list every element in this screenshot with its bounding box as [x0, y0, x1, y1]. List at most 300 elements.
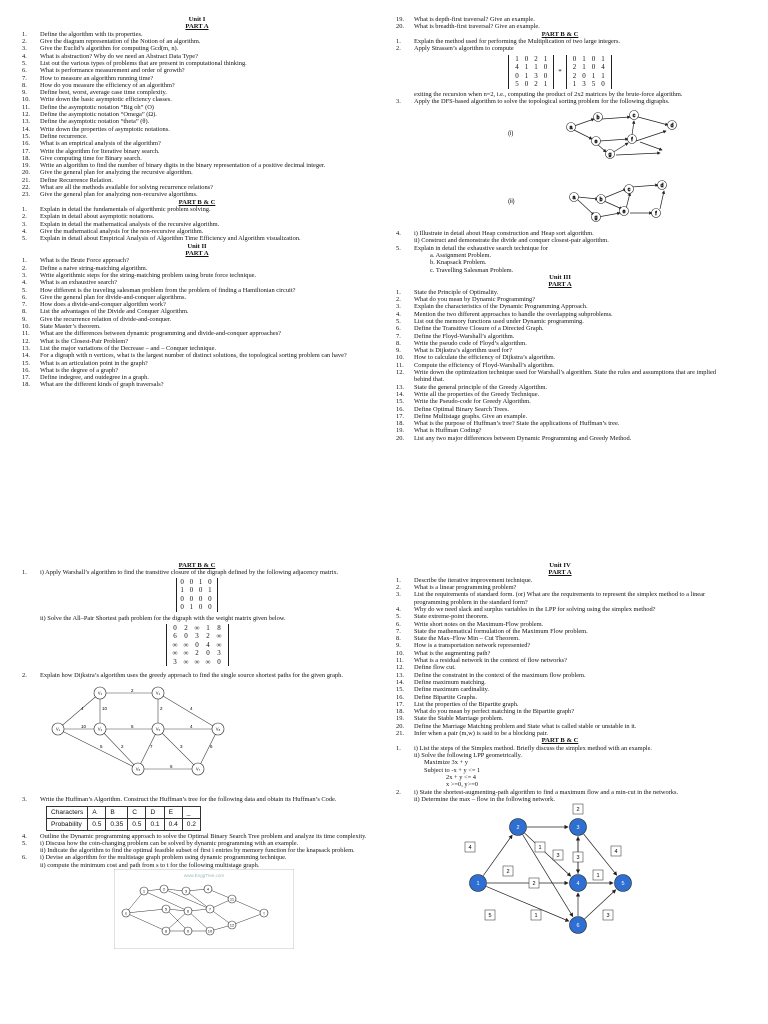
- edge-weight: 6: [210, 744, 213, 750]
- graph-node-label: 7: [208, 906, 212, 912]
- matrix-cell: 3: [173, 657, 177, 666]
- edge-weight: 5: [100, 744, 103, 750]
- matrix-cell: 0: [524, 54, 529, 63]
- unit2-partbc-heading: PART B & C: [541, 30, 579, 38]
- graph-node-label: V₆: [135, 766, 141, 772]
- list-item: 9. What is Dijkstra’s algorithm used for?: [396, 347, 512, 355]
- graph-node-label: a: [572, 194, 576, 201]
- matrix-cell: 0: [515, 71, 519, 80]
- matrix-cell: 4: [601, 63, 605, 72]
- list-item: 15. Define recurrence.: [22, 132, 88, 140]
- matrix-cell: 0: [601, 80, 605, 89]
- list-item: 17. List the properties of the Bipartite graph.: [396, 700, 519, 708]
- list-item: 13. Define the asymptotic notation “theta” (θ).: [22, 118, 150, 126]
- list-item: 2. i) State the shortest-augmenting-path algorithm to find a maximum flow and a min-cut in the networks.: [396, 788, 679, 796]
- flow-node-label: 1: [476, 881, 480, 888]
- page-3: [0, 512, 384, 1024]
- matrix-cell: 1: [534, 63, 538, 72]
- unit1-partbc-list: [22, 206, 372, 242]
- matrix-cell: 5: [591, 80, 596, 89]
- list-item: 19. What is Huffman Coding?: [396, 427, 482, 435]
- matrix-cell: 0: [543, 71, 548, 80]
- lpp-formulation: [396, 759, 724, 788]
- list-item: 18. What is the purpose of Huffman’s tree? State the applications of Huffman’s tree.: [396, 420, 620, 428]
- list-item: 19. What is depth-first traversal? Give an example.: [396, 16, 535, 23]
- list-item: 8. List the advantages of the Divide and Conquer Algorithm.: [22, 308, 189, 316]
- list-item: 9. Give the recurrence relation of divide-and-conquer.: [22, 315, 172, 323]
- list-item: 5. List out the various types of problems that are present in computational thinking.: [22, 60, 247, 67]
- graph-node-label: V₈: [215, 726, 221, 732]
- flow-edge: [523, 835, 573, 920]
- flow-node-label: 2: [516, 825, 520, 832]
- matrix-cell: 4: [206, 640, 210, 649]
- graph-node-label: 10: [207, 928, 213, 934]
- graph-node-label: d: [660, 182, 664, 189]
- list-item: 20. What is breadth-first traversal? Give an example.: [396, 23, 540, 31]
- capacity-label: 2: [506, 869, 510, 876]
- matrix-cell: 1: [582, 54, 586, 63]
- matrix-cell: 1: [601, 54, 605, 63]
- list-item: 16. Define Optimal Binary Search Trees.: [396, 405, 509, 413]
- list-item: 15. Define maximum cardinality.: [396, 686, 490, 694]
- matrix-cell: 1: [543, 80, 548, 89]
- list-item: 10. State Master’s theorem.: [22, 323, 101, 331]
- capacity-label: 3: [576, 855, 580, 862]
- matrix-cell: 4: [515, 63, 519, 72]
- graph-node-label: 5: [164, 906, 168, 912]
- list-item: 22. What are all the methods available for solving recurrence relations?: [22, 184, 214, 192]
- table-cell: C: [128, 806, 146, 818]
- table-cell: 0.5: [88, 818, 106, 830]
- flow-network: [448, 803, 648, 935]
- matrix-cell: 0: [173, 623, 177, 632]
- list-item: 11. What is a residual network in the context of flow networks?: [396, 657, 567, 665]
- list-item: 3. Explain in detail the mathematical analysis of the recursive algorithm.: [22, 220, 220, 228]
- list-item: 2. Define a naive string-matching algorithm.: [22, 264, 148, 272]
- unit3-partbc-list-2: [22, 672, 372, 679]
- list-item: 7. How to measure an algorithm running time?: [22, 74, 154, 82]
- list-item: 1. State the Principle of Optimality.: [396, 288, 499, 296]
- lpp-line: Subject to -x + y <= 1: [424, 766, 481, 774]
- capacity-label: 5: [488, 913, 492, 920]
- table-cell: B: [106, 806, 128, 818]
- list-item: 10. What is the augmenting path?: [396, 649, 491, 657]
- list-item: 4. Give the mathematical analysis for the non-recursive algorithm.: [22, 227, 204, 235]
- edge-weight: 2: [121, 744, 124, 750]
- list-item: 4. What is an exhaustive search?: [22, 279, 118, 287]
- list-item: 23. Give the general plan for analyzing non-recursive algorithms.: [22, 191, 198, 199]
- flow-edge: [486, 887, 568, 922]
- list-item: 20. List any two major differences between Dynamic Programming and Greedy Method.: [396, 434, 632, 442]
- graph-node-label: V₂: [97, 690, 103, 696]
- list-item: c. Travelling Salesman Problem.: [430, 266, 514, 274]
- matrix-cell: 0: [217, 657, 221, 666]
- graph-node-label: V₄: [155, 690, 161, 696]
- graph-node-label: 12: [229, 922, 235, 928]
- graph-node-label: t: [263, 910, 265, 916]
- graph-node-label: b: [599, 196, 603, 203]
- multistage-graph: [114, 869, 294, 949]
- graph-node-label: 1: [142, 888, 146, 894]
- list-item: 3. Explain the characteristics of the Dynamic Programming Approach.: [396, 303, 588, 311]
- edge-weight: 6: [170, 764, 173, 770]
- dijkstra-graph: [38, 679, 238, 791]
- matrix-cell: ∞: [183, 649, 189, 657]
- page-1: [0, 0, 384, 512]
- graph-node-label: f: [655, 210, 657, 217]
- list-item: 13. List the major variations of the Decrease – and – Conquer technique.: [22, 344, 217, 352]
- list-item: 7. How does a divide-and-conquer algorithm work?: [22, 301, 166, 309]
- list-item: 6. What is performance measurement and order of growth?: [22, 67, 185, 75]
- list-item: 5. Explain in detail about Empirical Analysis of Algorithm Time Efficiency and Algorithm visualization.: [22, 235, 301, 243]
- matrix-cell: 0: [591, 54, 596, 63]
- matrix-cell: 0: [184, 632, 188, 640]
- list-item: 2. Apply Strassen’s algorithm to compute: [396, 45, 514, 53]
- graph-node-label: s: [125, 910, 127, 916]
- flow-node-label: 3: [576, 825, 580, 832]
- matrix-cell: ∞: [183, 640, 189, 649]
- graph-node-label: a: [569, 124, 573, 131]
- list-item: 2. Give the diagram representation of the Notion of an algorithm.: [22, 38, 201, 46]
- unit1-parta-heading: PART A: [185, 23, 209, 31]
- lpp-line: x >=0, y>=0: [446, 781, 478, 789]
- edge-weight: 10: [81, 724, 87, 730]
- digraph-label-ii: (ii): [508, 199, 515, 206]
- table-cell: Characters: [47, 806, 88, 818]
- list-item: 12. Write down the optimization technique used for Warshall’s algorithm. State the rules and assumptions that are implied behind that.: [396, 369, 717, 384]
- graph-node-label: 6: [186, 908, 190, 914]
- list-item: 14. For a digraph with n vertices, what is the largest number of distinct solutions, the topological sorting problem can have?: [22, 352, 347, 360]
- list-item: 6. Define the Transitive Closure of a Directed Graph.: [396, 325, 544, 333]
- list-item: 3. Apply the DFS-based algorithm to solve the topological sorting problem for the following digraphs.: [396, 97, 670, 105]
- list-item: 18. Give computing time for Binary search.: [22, 154, 142, 162]
- graph-edge: [198, 729, 218, 769]
- adjacency-matrix: [22, 578, 372, 615]
- matrix-cell: 2: [534, 54, 538, 63]
- list-item: 15. Write the Pseudo-code for Greedy Algorithm.: [396, 398, 531, 406]
- graph-node-label: d: [670, 122, 674, 129]
- edge-weight: 4: [190, 706, 193, 712]
- list-item: 7. State the mathematical formulation of the Maximum Flow problem.: [396, 627, 588, 635]
- watermark: www.EnggTree.com: [184, 873, 225, 879]
- table-cell: 0.5: [128, 818, 146, 830]
- list-item: 5. Explain in detail the exhaustive search technique for: [396, 244, 548, 252]
- list-item: 3. Write the Huffman’s Algorithm. Construct the Huffman’s tree for the following data and obtain its Huffman’s Code.: [22, 796, 337, 804]
- matrix-cell: 2: [572, 71, 577, 80]
- edge-weight: 10: [102, 706, 108, 712]
- unit2-title: Unit II: [187, 242, 207, 250]
- unit3-partbc-list-6: [22, 854, 372, 861]
- unit4-parta-list: [396, 577, 724, 738]
- unit4-partbc-heading: PART B & C: [541, 737, 579, 745]
- graph-node-label: 8: [164, 928, 168, 934]
- dfs-digraphs: [396, 105, 726, 225]
- list-item: 8. State the Max–Flow Min – Cut Theorem.: [396, 635, 520, 643]
- matrix-row: 0 0 1 0: [180, 577, 214, 586]
- list-item: b. Knapsack Problem.: [430, 259, 487, 267]
- matrix-cell: 1: [572, 80, 577, 89]
- list-item: 6. Give the general plan for divide-and-conquer algorithms.: [22, 293, 187, 301]
- unit3-partbc-list-3: [22, 796, 372, 803]
- unit3-partbc-list-4: [22, 833, 372, 848]
- list-item: 4. Outline the Dynamic programming approach to solve the Optimal Binary Search Tree problem and analyze its time complexity.: [22, 832, 367, 840]
- list-item: 10. Write down the basic asymptotic efficiency classes.: [22, 96, 172, 104]
- list-item: 12. Define flow cut.: [396, 664, 456, 672]
- matrix-cell: 2: [534, 80, 538, 89]
- table-cell: D: [146, 806, 164, 818]
- list-item: 20. Give the general plan for analyzing the recursive algorithm.: [22, 169, 193, 177]
- unit2-partbc-list-5: [396, 245, 724, 252]
- list-item: 12. Define the asymptotic notation “Omega” (Ω).: [22, 111, 157, 119]
- capacity-label: 1: [596, 873, 600, 880]
- graph-node-label: c: [627, 186, 631, 193]
- matrix-cell: 0: [524, 80, 529, 89]
- matrix-cell: 0: [572, 54, 577, 63]
- unit2-parta-heading: PART A: [185, 249, 209, 257]
- unit4-partbc-list-1: [396, 745, 724, 752]
- matrix-a: [508, 55, 554, 89]
- matrix-cell: 1: [524, 71, 529, 80]
- graph-node-label: 3: [184, 888, 188, 894]
- list-item: 9. Define best, worst, average case time complexity.: [22, 89, 167, 97]
- list-item: 14. Write all the properties of the Greedy Technique.: [396, 390, 540, 398]
- list-item: 11. Define the asymptotic notation “Big oh” (O): [22, 103, 154, 111]
- matrix-cell: 1: [206, 623, 210, 632]
- list-item: 9. How is a transportation network represented?: [396, 642, 531, 650]
- list-item: 10. How to calculate the efficiency of Dijkstra’s algorithm.: [396, 354, 556, 362]
- flow-node-label: 4: [576, 881, 580, 888]
- graph-node-label: V₅: [155, 726, 161, 732]
- matrix-cell: 3: [217, 649, 221, 657]
- digraph-label-i: (i): [508, 131, 514, 138]
- maxflow-question: ii) Determine the max – flow in the following network.: [414, 795, 555, 803]
- page-2: [384, 0, 768, 512]
- unit2-partbc-list-3: [396, 98, 724, 105]
- list-item: a. Assignment Problem.: [430, 252, 492, 260]
- unit4-parta-heading: PART A: [548, 569, 572, 577]
- capacity-label: 2: [576, 807, 580, 814]
- list-item: 4. i) Illustrate in detail about Heap construction and Heap sort algorithm.: [396, 230, 594, 238]
- flow-node-label: 6: [576, 923, 580, 930]
- multiply-sign: *: [558, 67, 562, 76]
- exhaustive-search-items: [396, 252, 724, 274]
- flow-node-label: 5: [621, 881, 625, 888]
- matrix-cell: 2: [195, 649, 199, 657]
- capacity-label: 3: [606, 913, 610, 920]
- matrix-row: 0 1 0 0: [180, 603, 214, 612]
- matrix-cell: 0: [206, 649, 210, 657]
- graph-edge: [138, 729, 158, 769]
- graph-node-label: c: [632, 112, 636, 119]
- list-item: 13. Define the constraint in the context of the maximum flow problem.: [396, 671, 586, 679]
- capacity-label: 2: [532, 881, 536, 888]
- lpp-question: ii) Solve the following LPP geometrically.: [414, 752, 522, 760]
- bc4-part-ii: ii) Construct and demonstrate the divide and conquer closest-pair algorithm.: [414, 237, 609, 245]
- unit1-partbc-heading: PART B & C: [178, 198, 216, 206]
- list-item: 18. What do you mean by perfect matching in the Bipartite graph?: [396, 708, 575, 716]
- list-item: 2. What is a linear programming problem?: [396, 584, 517, 592]
- graph-node-label: g: [608, 151, 612, 158]
- list-item: 17. Define Multistage graphs. Give an example.: [396, 412, 528, 420]
- list-item: 7. Define the Floyd-Warshall’s algorithm.: [396, 332, 515, 340]
- matrix-cell: 8: [217, 623, 221, 632]
- list-item: 3. List the requirements of standard form. (or) What are the requirements to represent the simplex method to a linear programming problem in the standard form?: [396, 591, 706, 606]
- matrix-cell: 1: [524, 63, 529, 72]
- apsp-question: ii) Solve the All–Pair Shortest path problem for the digraph with the weight matrix given below.: [40, 615, 286, 623]
- matrix-b: [566, 55, 612, 89]
- graph-node-label: 2: [162, 886, 166, 892]
- table-cell: A: [88, 806, 106, 818]
- graph-node-label: b: [596, 114, 600, 121]
- unit2-partbc-list: [396, 38, 724, 53]
- list-item: 21. Define Recurrence Relation.: [22, 176, 113, 184]
- matrix-row: 1 0 0 1: [180, 586, 214, 595]
- list-item: 14. Write down the properties of asymptotic notations.: [22, 125, 170, 133]
- edge-weight: 2: [160, 706, 163, 712]
- list-item: 14. Define maximum matching.: [396, 678, 486, 686]
- matrix-cell: 0: [543, 63, 548, 72]
- flow-edge: [525, 833, 571, 876]
- edge-weight: 3: [180, 744, 183, 750]
- list-item: 6. Write short notes on the Maximum-Flow problem.: [396, 620, 544, 628]
- lpp-line: 2x + y <= 4: [446, 773, 476, 781]
- unit3-title: Unit III: [549, 273, 571, 281]
- capacity-label: 4: [468, 845, 472, 852]
- list-item: 5. State extreme-point theorem.: [396, 613, 489, 621]
- unit1-parta-list: [22, 31, 372, 199]
- table-cell: _: [182, 806, 200, 818]
- list-item: 2. Explain how Dijkstra’s algorithm uses the greedy approach to find the single source shortest paths for the given graph.: [22, 672, 343, 679]
- table-cell: 0.35: [106, 818, 128, 830]
- matrix-cell: 0: [195, 640, 199, 649]
- matrix-cell: 3: [195, 632, 199, 640]
- unit1-title: Unit I: [188, 16, 206, 23]
- matrix-cell: 1: [543, 54, 548, 63]
- lpp-line: Maximize 3x + y: [424, 759, 468, 767]
- unit2-partbc-list-4: [396, 230, 724, 237]
- unit4-title: Unit IV: [549, 562, 571, 569]
- list-item: 13. State the general principle of the Greedy Algorithm.: [396, 383, 548, 391]
- list-item: 1. Define the algorithm with its properties.: [22, 30, 143, 38]
- list-item: 16. What is an empirical analysis of the algorithm?: [22, 140, 161, 148]
- list-item: 3. Write algorithmic steps for the string-matching problem using brute force technique.: [22, 271, 257, 279]
- list-item: 1. i) Apply Warshall’s algorithm to find the transitive closure of the digraph defined by the following adjacency matrix.: [22, 569, 339, 577]
- list-item: 8. Write the pseudo code of Floyd’s algorithm.: [396, 339, 527, 347]
- list-item: 18. What are the different kinds of graph traversals?: [22, 381, 164, 389]
- matrix-cell: ∞: [194, 657, 200, 666]
- matrix-cell: ∞: [172, 640, 178, 649]
- graph-node-label: V₁: [55, 726, 61, 732]
- graph-node-label: V₇: [195, 766, 201, 772]
- list-item: 1. Explain in detail the fundamentals of algorithmic problem solving.: [22, 206, 211, 214]
- list-item: 17. Write the algorithm for Iterative binary search.: [22, 147, 160, 155]
- matrix-cell: ∞: [205, 657, 211, 666]
- unit3-partbc-list-1: [22, 569, 372, 576]
- list-item: 5. How different is the traveling salesman problem from the problem of finding a Hamiltonian circuit?: [22, 286, 296, 294]
- table-cell: Probability: [47, 818, 88, 830]
- list-item: 16. Define Bipartite Graphs.: [396, 693, 477, 701]
- matrix-cell: 2: [572, 63, 577, 72]
- list-item: 8. How do you measure the efficiency of an algorithm?: [22, 81, 175, 89]
- list-item: 5. i) Discuss how the coin-changing problem can be solved by dynamic programming with an example.: [22, 839, 299, 847]
- unit2-parta-list: [22, 257, 372, 388]
- capacity-label: 3: [556, 853, 560, 860]
- multistage-question: ii) compute the minimum cost and path from s to t for the following multistage graph.: [40, 861, 260, 869]
- list-item: 21. Infer when a pair (m,w) is said to be a blocking pair.: [396, 730, 548, 738]
- capacity-label: 4: [614, 849, 618, 856]
- list-item: 4. Why do we need slack and surplus variables in the LPP for solving using the simplex method?: [396, 606, 656, 613]
- list-item: 1. Explain the method used for performing the Multiplication of two large integers.: [396, 38, 621, 45]
- list-item: 6. i) Devise an algorithm for the multistage graph problem using dynamic programming technique.: [22, 854, 287, 862]
- matrix-cell: 1: [601, 71, 605, 80]
- matrix-cell: ∞: [216, 640, 222, 649]
- matrix-cell: 2: [206, 632, 210, 640]
- graph-node-label: e: [622, 208, 626, 215]
- matrix-row: 0 0 0 0: [180, 594, 214, 603]
- list-item: 4. Mention the two different approaches to handle the overlapping subproblems.: [396, 310, 613, 318]
- graph-edge: [58, 693, 100, 729]
- table-cell: 0.1: [146, 818, 164, 830]
- edge-weight: 6: [131, 724, 134, 730]
- edge-weight: 7: [150, 744, 153, 750]
- list-item: 11. Compute the efficiency of Floyd-Warshall’s algorithm.: [396, 361, 555, 369]
- unit2-parta-list-cont: [396, 16, 724, 31]
- matrix-cell: 1: [582, 63, 586, 72]
- list-item: 2. What do you mean by Dynamic Programming?: [396, 296, 536, 304]
- unit4-partbc-list-2: [396, 789, 724, 796]
- list-item: 1. What is the Brute Force approach?: [22, 257, 129, 265]
- graph-node-label: f: [631, 136, 633, 143]
- list-item: 4. What is abstraction? Why do we need an Abstract Data Type?: [22, 52, 198, 60]
- strassen-matrices: [396, 55, 724, 89]
- huffman-table: [46, 806, 201, 831]
- edge-weight: 2: [131, 688, 134, 694]
- edge-weight: 4: [81, 706, 84, 712]
- list-item: 19. State the Stable Marriage problem.: [396, 715, 504, 723]
- capacity-label: 1: [534, 913, 538, 920]
- graph-node-label: 11: [229, 896, 235, 902]
- matrix-cell: 0: [582, 71, 586, 80]
- graph-node-label: 4: [206, 886, 210, 892]
- graph-node-label: 9: [186, 928, 190, 934]
- graph-node-label: g: [594, 214, 598, 221]
- strassen-note: exiting the recursion when n=2, i.e., computing the product of 2x2 matrices by the brute-force algorithm.: [414, 90, 683, 98]
- matrix-cell: ∞: [194, 623, 200, 632]
- unit3-partbc-heading: PART B & C: [178, 562, 216, 569]
- list-item: 1. i) List the steps of the Simplex method. Briefly discuss the simplex method with an example.: [396, 744, 653, 752]
- edge-weight: 4: [190, 724, 193, 730]
- matrix-cell: ∞: [216, 632, 222, 640]
- list-item: 20. Define the Marriage Matching problem and State what is called stable or unstable in it.: [396, 722, 637, 730]
- table-cell: 0.4: [164, 818, 182, 830]
- matrix-cell: 3: [582, 80, 586, 89]
- list-item: 15. What is an articulation point in the graph?: [22, 359, 148, 367]
- unit3-parta-list: [396, 289, 724, 442]
- matrix-cell: ∞: [183, 657, 189, 666]
- weight-matrix: [22, 624, 372, 672]
- table-cell: 0.2: [182, 818, 200, 830]
- list-item: 12. What is the Closest-Pair Problem?: [22, 337, 129, 345]
- matrix-cell: 6: [173, 632, 177, 640]
- list-item: 17. Define indegree, and outdegree in a graph.: [22, 374, 149, 382]
- matrix-cell: 2: [184, 623, 188, 632]
- graph-node-label: V₃: [97, 726, 103, 732]
- unit3-parta-heading: PART A: [548, 281, 572, 289]
- list-item: 2. Explain in detail about asymptotic notations.: [22, 213, 155, 221]
- page-4: [384, 512, 768, 1024]
- list-item: 3. Give the Euclid’s algorithm for computing Gcd(m, n).: [22, 45, 179, 53]
- list-item: 5. List out the memory functions used under Dynamic programming.: [396, 317, 584, 325]
